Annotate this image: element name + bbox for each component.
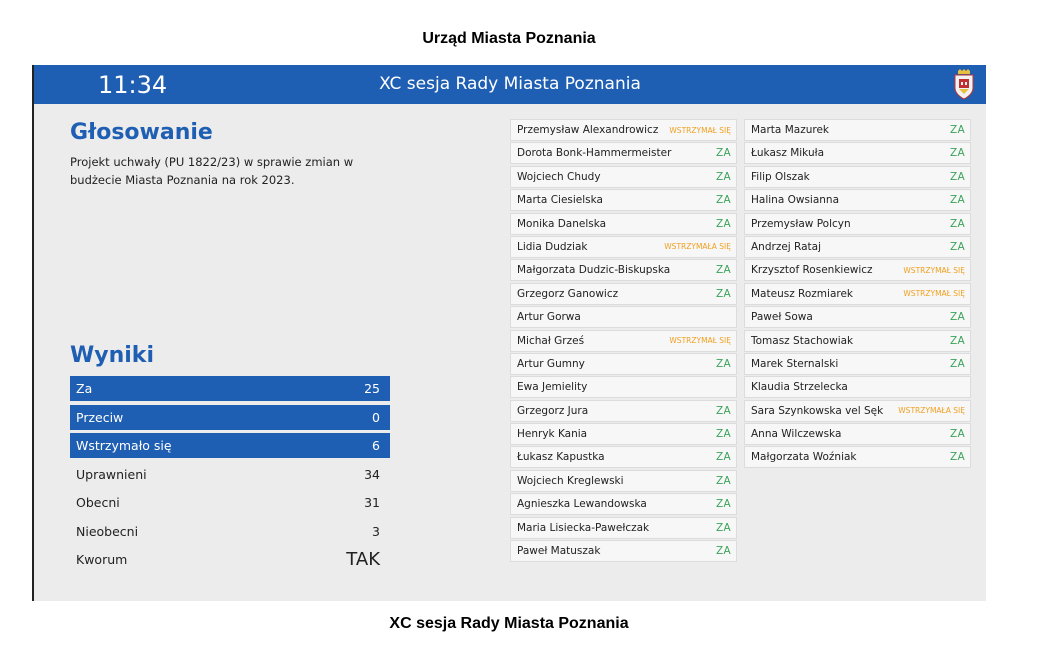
councillor-vote: ZA xyxy=(950,311,965,324)
councillor-vote: ZA xyxy=(950,170,965,183)
councillor-vote: ZA xyxy=(950,334,965,347)
voting-description: Projekt uchwały (PU 1822/23) w sprawie zmian w budżecie Miasta Poznania na rok 2023. xyxy=(70,155,354,187)
councillor-name: Sara Szynkowska vel Sęk xyxy=(751,404,884,417)
councillor-row xyxy=(510,119,737,141)
councillor-vote: ZA xyxy=(716,170,731,183)
councillor-name: Artur Gorwa xyxy=(517,311,581,324)
councillor-vote: ZA xyxy=(950,217,965,230)
councillor-row xyxy=(510,470,737,492)
councillor-vote: ZA xyxy=(716,474,731,487)
result-row-za xyxy=(70,376,390,401)
councillor-row xyxy=(744,330,971,352)
councillor-row xyxy=(510,189,737,211)
councillor-row xyxy=(510,142,737,164)
councillor-row xyxy=(510,259,737,281)
councillor-row xyxy=(744,400,971,422)
councillor-vote: ZA xyxy=(716,498,731,511)
councillor-name: Grzegorz Ganowicz xyxy=(517,287,619,300)
councillor-name: Grzegorz Jura xyxy=(517,404,589,417)
councillor-row xyxy=(510,330,737,352)
councillor-row xyxy=(510,213,737,235)
councillor-vote: ZA xyxy=(950,428,965,441)
session-title: XC sesja Rady Miasta Poznania xyxy=(379,74,641,94)
councillor-vote: ZA xyxy=(716,357,731,370)
councillor-name: Paweł Sowa xyxy=(751,311,813,324)
councillor-row xyxy=(744,236,971,258)
councillor-vote: ZA xyxy=(950,357,965,370)
councillor-name: Przemysław Alexandrowicz xyxy=(517,124,659,136)
page-caption-top: Urząd Miasta Poznania xyxy=(422,30,596,47)
councillor-name: Maria Lisiecka-Pawełczak xyxy=(517,521,650,534)
councillor-name: Przemysław Polcyn xyxy=(751,217,851,230)
councillor-row xyxy=(744,166,971,188)
councillor-vote: WSTRZYMAŁA SIĘ xyxy=(898,406,965,416)
result-row-przeciw xyxy=(70,405,390,430)
councillor-name: Henryk Kania xyxy=(517,428,588,441)
councillor-row xyxy=(510,236,737,258)
councillor-vote: WSTRZYMAŁ SIĘ xyxy=(669,336,731,346)
result-label: Obecni xyxy=(76,495,120,510)
councillor-row xyxy=(744,213,971,235)
councillor-name: Dorota Bonk-Hammermeister xyxy=(517,147,672,160)
councillor-row xyxy=(510,283,737,305)
councillor-vote: ZA xyxy=(716,451,731,464)
result-label: Uprawnieni xyxy=(76,466,147,482)
councillor-name: Agnieszka Lewandowska xyxy=(517,498,647,511)
councillor-name: Marek Sternalski xyxy=(751,357,839,370)
councillor-vote: ZA xyxy=(716,404,731,417)
councillor-row xyxy=(744,376,971,398)
councillor-row xyxy=(510,353,737,375)
councillor-row xyxy=(744,306,971,328)
results-title: Wyniki xyxy=(70,343,154,368)
poznan-coat-of-arms-icon xyxy=(952,68,976,101)
councillor-vote: ZA xyxy=(716,428,731,441)
councillor-row xyxy=(744,259,971,281)
result-row-wstrzymalo xyxy=(70,433,390,458)
councillor-vote: ZA xyxy=(950,147,965,160)
result-value: 0 xyxy=(372,409,380,425)
councillor-vote: ZA xyxy=(950,124,965,136)
result-value: 31 xyxy=(364,495,380,510)
results-table xyxy=(70,376,390,576)
result-label: Za xyxy=(76,381,93,396)
councillor-name: Marta Ciesielska xyxy=(517,194,603,207)
header-bar xyxy=(34,65,986,104)
councillor-vote: ZA xyxy=(716,545,731,558)
councillor-name: Artur Gumny xyxy=(517,357,585,370)
councillor-row xyxy=(510,540,737,562)
result-label: Wstrzymało się xyxy=(76,438,172,453)
councillor-name: Klaudia Strzelecka xyxy=(751,381,848,394)
councillor-name: Mateusz Rozmiarek xyxy=(751,287,854,300)
result-label: Kworum xyxy=(76,552,128,567)
councillor-vote: ZA xyxy=(716,521,731,534)
councillor-row xyxy=(744,353,971,375)
councillor-row xyxy=(510,493,737,515)
councillors-column-1 xyxy=(510,119,737,563)
councillor-row xyxy=(744,423,971,445)
councillor-name: Wojciech Chudy xyxy=(517,170,601,183)
result-value: TAK xyxy=(346,549,380,570)
councillor-name: Filip Olszak xyxy=(751,170,810,183)
councillor-name: Lidia Dudziak xyxy=(517,240,588,253)
result-row-nieobecni xyxy=(70,519,390,544)
councillor-name: Halina Owsianna xyxy=(751,194,840,207)
councillor-name: Małgorzata Woźniak xyxy=(751,451,857,464)
result-value: 6 xyxy=(372,438,380,453)
councillor-vote: ZA xyxy=(950,451,965,464)
councillor-name: Monika Danelska xyxy=(517,217,607,230)
councillor-row xyxy=(744,189,971,211)
councillor-row xyxy=(510,376,737,398)
councillor-name: Krzysztof Rosenkiewicz xyxy=(751,264,873,277)
voting-title: Głosowanie xyxy=(70,120,213,145)
councillor-name: Łukasz Mikuła xyxy=(751,147,825,160)
councillor-name: Łukasz Kapustka xyxy=(517,451,605,464)
councillor-vote: ZA xyxy=(716,287,731,300)
voting-screen xyxy=(32,65,986,601)
page-caption-bottom: XC sesja Rady Miasta Poznania xyxy=(389,615,629,632)
result-value: 25 xyxy=(364,381,380,396)
councillor-name: Tomasz Stachowiak xyxy=(751,334,854,347)
councillor-vote: WSTRZYMAŁ SIĘ xyxy=(669,125,731,135)
councillor-name: Anna Wilczewska xyxy=(751,428,842,441)
councillor-vote: ZA xyxy=(716,147,731,160)
councillor-row xyxy=(510,423,737,445)
result-label: Przeciw xyxy=(76,409,124,425)
councillor-vote: ZA xyxy=(950,240,965,253)
councillor-vote: ZA xyxy=(716,264,731,277)
councillors-column-2 xyxy=(744,119,971,470)
councillor-row xyxy=(510,517,737,539)
councillor-name: Małgorzata Dudzic-Biskupska xyxy=(517,264,671,277)
councillor-row xyxy=(744,119,971,141)
councillor-row xyxy=(510,306,737,328)
result-row-kworum xyxy=(70,547,390,572)
councillor-vote: ZA xyxy=(950,194,965,207)
councillor-name: Marta Mazurek xyxy=(751,124,829,136)
councillor-vote: ZA xyxy=(716,194,731,207)
result-value: 34 xyxy=(364,466,380,482)
councillor-name: Andrzej Rataj xyxy=(751,240,822,253)
councillor-name: Ewa Jemielity xyxy=(517,381,588,394)
result-row-uprawnieni xyxy=(70,462,390,487)
councillor-name: Michał Grześ xyxy=(517,334,585,347)
councillor-vote: WSTRZYMAŁ SIĘ xyxy=(903,265,965,275)
result-value: 3 xyxy=(372,523,380,539)
councillor-row xyxy=(744,446,971,468)
councillor-vote: ZA xyxy=(716,217,731,230)
councillor-row xyxy=(510,166,737,188)
councillor-name: Paweł Matuszak xyxy=(517,545,601,558)
result-row-obecni xyxy=(70,490,390,515)
result-label: Nieobecni xyxy=(76,523,139,539)
councillor-name: Wojciech Kreglewski xyxy=(517,474,624,487)
clock: 11:34 xyxy=(98,71,168,99)
councillor-vote: WSTRZYMAŁA SIĘ xyxy=(664,242,731,252)
councillor-row xyxy=(510,446,737,468)
councillor-row xyxy=(744,283,971,305)
councillor-row xyxy=(744,142,971,164)
councillor-row xyxy=(510,400,737,422)
councillor-vote: WSTRZYMAŁ SIĘ xyxy=(903,289,965,299)
